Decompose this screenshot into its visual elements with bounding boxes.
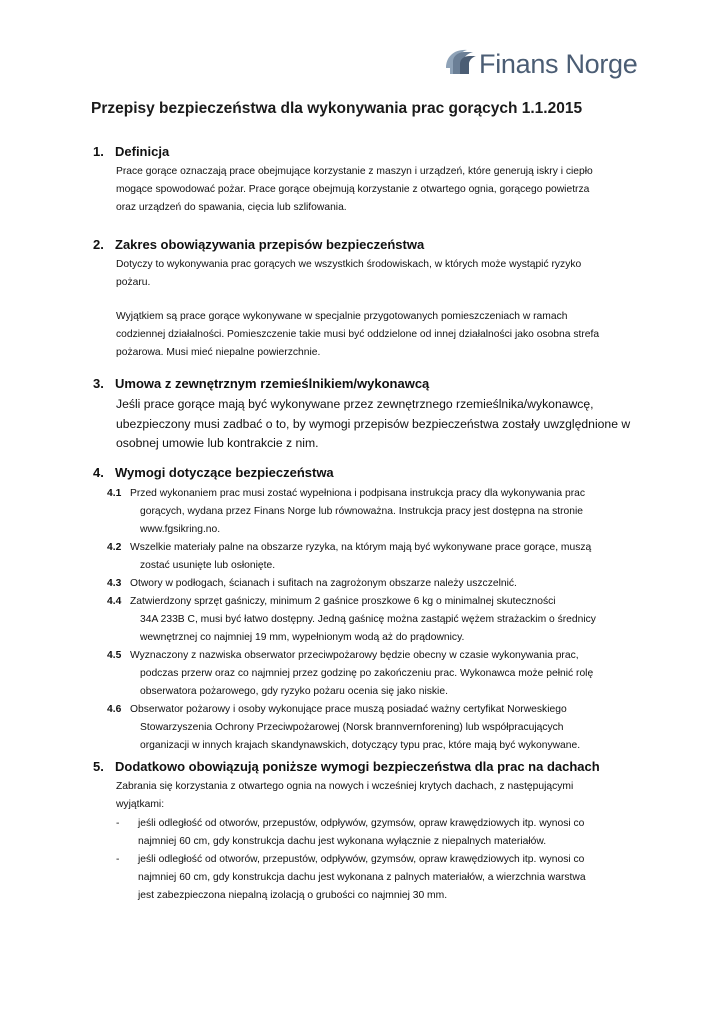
dash-bullet: - bbox=[116, 818, 120, 829]
requirement-item bbox=[107, 575, 653, 593]
section-title: Dodatkowo obowiązują poniższe wymogi bezpieczeństwa dla prac na dachach bbox=[115, 759, 600, 774]
requirement-item bbox=[107, 701, 653, 755]
item-text: Wszelkie materiały palne na obszarze ryzyka, na którym mają być wykonywane prace gorące, muszą bbox=[130, 542, 592, 553]
item-text: Stowarzyszenia Ochrony Przeciwpożarowej (Norsk brannvernforening) lub współpracujących bbox=[140, 722, 564, 733]
item-text: Otwory w podłogach, ścianach i sufitach na zagrożonym obszarze należy uszczelnić. bbox=[130, 578, 517, 589]
item-number: 4.2 bbox=[107, 542, 122, 553]
section-body bbox=[116, 778, 653, 814]
section-heading bbox=[93, 375, 653, 393]
item-text: Przed wykonaniem prac musi zostać wypełniona i podpisana instrukcja pracy dla wykonywania prac bbox=[130, 488, 585, 499]
text-line: Zabrania się korzystania z otwartego ognia na nowych i wcześniej krytych dachach, z następującymi bbox=[116, 781, 574, 792]
section-heading bbox=[93, 143, 653, 161]
exception-item bbox=[116, 815, 653, 851]
section-contract bbox=[93, 375, 653, 454]
section-scope bbox=[93, 236, 653, 362]
text-line: codziennej działalności. Pomieszczenie takie musi być oddzielone od innej działalności jako osobna strefa bbox=[116, 329, 600, 340]
item-text: podczas przerw oraz co najmniej przez godzinę po zakończeniu prac. Wykonawca może pełnić rolę bbox=[140, 668, 594, 679]
section-roof-work bbox=[93, 758, 653, 905]
item-text: Zatwierdzony sprzęt gaśniczy, minimum 2 gaśnice proszkowe 6 kg o minimalnej skuteczności bbox=[130, 596, 556, 607]
section-title: Umowa z zewnętrznym rzemieślnikiem/wykonawcą bbox=[115, 376, 430, 391]
finans-norge-logo bbox=[443, 44, 643, 84]
section-number: 3. bbox=[93, 376, 104, 391]
logo-text: Finans Norge bbox=[479, 49, 638, 79]
text-line: pożarowa. Musi mieć niepalne powierzchnie. bbox=[116, 347, 321, 358]
text-line: Jeśli prace gorące mają być wykonywane przez zewnętrznego rzemieślnika/wykonawcę, bbox=[116, 397, 594, 411]
exceptions-list bbox=[116, 815, 653, 905]
requirement-item bbox=[107, 539, 653, 575]
item-text: Wyznaczony z nazwiska obserwator przeciwpożarowy będzie obecny w czasie wykonywania prac, bbox=[130, 650, 579, 661]
text-line: Prace gorące oznaczają prace obejmujące korzystanie z maszyn i urządzeń, które generują iskry i ciepło bbox=[116, 166, 593, 177]
item-text: jeśli odległość od otworów, przepustów, odpływów, gzymsów, opraw krawędziowych itp. wynosi co bbox=[138, 854, 585, 865]
item-text: jeśli odległość od otworów, przepustów, odpływów, gzymsów, opraw krawędziowych itp. wynosi co bbox=[138, 818, 585, 829]
item-text: 34A 233B C, musi być łatwo dostępny. Jedną gaśnicę można zastąpić wężem strażackim o średnicy bbox=[140, 614, 596, 625]
dash-bullet: - bbox=[116, 854, 120, 865]
text-line: ubezpieczony musi zadbać o to, by wymogi przepisów bezpieczeństwa zostały uwzględnione w bbox=[116, 416, 631, 431]
text-line: mogące spowodować pożar. Prace gorące obejmują korzystanie z otwartego ognia, gorącego powietrza bbox=[116, 184, 590, 195]
section-title: Definicja bbox=[115, 144, 170, 159]
requirements-list bbox=[107, 485, 653, 755]
section-number: 1. bbox=[93, 144, 104, 159]
item-text: zostać usunięte lub osłonięte. bbox=[140, 560, 276, 571]
item-number: 4.3 bbox=[107, 578, 122, 589]
section-number: 4. bbox=[93, 465, 104, 480]
requirement-item bbox=[107, 593, 653, 647]
text-line: Dotyczy to wykonywania prac gorących we wszystkich środowiskach, w których może wystąpić ryzyko bbox=[116, 259, 582, 270]
text-line: wyjątkami: bbox=[116, 799, 165, 810]
section-heading bbox=[93, 758, 653, 776]
item-text: najmniej 60 cm, gdy konstrukcja dachu jest wykonana wyłącznie z niepalnych materiałów. bbox=[138, 836, 547, 847]
section-title: Wymogi dotyczące bezpieczeństwa bbox=[115, 465, 334, 480]
item-number: 4.4 bbox=[107, 596, 122, 607]
document-title: Przepisy bezpieczeństwa dla wykonywania prac gorących 1.1.2015 bbox=[91, 100, 583, 117]
section-safety-requirements bbox=[93, 464, 653, 755]
requirement-item bbox=[107, 485, 653, 539]
item-text: www.fgsikring.no. bbox=[140, 524, 221, 535]
section-body bbox=[116, 163, 653, 217]
requirement-item bbox=[107, 647, 653, 701]
item-text: wewnętrznej co najmniej 19 mm, wypełnionym wodą aż do prądownicy. bbox=[140, 632, 465, 643]
item-number: 4.1 bbox=[107, 488, 122, 499]
item-number: 4.6 bbox=[107, 704, 122, 715]
text-line: pożaru. bbox=[116, 277, 151, 288]
section-heading bbox=[93, 464, 653, 482]
section-body bbox=[116, 256, 653, 362]
item-text: najmniej 60 cm, gdy konstrukcja dachu jest wykonana z palnych materiałów, a wierzchnia warstwa bbox=[138, 872, 586, 883]
text-line: Wyjątkiem są prace gorące wykonywane w specjalnie przygotowanych pomieszczeniach w ramach bbox=[116, 311, 568, 322]
exception-item bbox=[116, 851, 653, 905]
text-line: osobnej umowie lub kontrakcie z nim. bbox=[116, 436, 319, 450]
item-text: organizacji w innych krajach skandynawskich, dotyczący typu prac, które mają być wykonywane. bbox=[140, 740, 581, 751]
section-number: 5. bbox=[93, 759, 104, 774]
finans-norge-logo-icon bbox=[443, 44, 479, 80]
section-body bbox=[116, 395, 653, 454]
section-definition bbox=[93, 143, 653, 217]
text-line: oraz urządzeń do spawania, cięcia lub szlifowania. bbox=[116, 202, 347, 213]
item-text: Obserwator pożarowy i osoby wykonujące prace muszą posiadać ważny certyfikat Norweskiego bbox=[130, 704, 567, 715]
section-number: 2. bbox=[93, 237, 104, 252]
item-text: obserwatora pożarowego, gdy ryzyko pożaru ocenia się jako niskie. bbox=[140, 686, 448, 697]
section-title: Zakres obowiązywania przepisów bezpieczeństwa bbox=[115, 237, 425, 252]
item-text: gorących, wydana przez Finans Norge lub równoważna. Instrukcja pracy jest dostępna na stronie bbox=[140, 506, 583, 517]
section-heading bbox=[93, 236, 653, 254]
item-number: 4.5 bbox=[107, 650, 122, 661]
item-text: jest zabezpieczona niepalną izolacją o grubości co najmniej 30 mm. bbox=[138, 890, 448, 901]
